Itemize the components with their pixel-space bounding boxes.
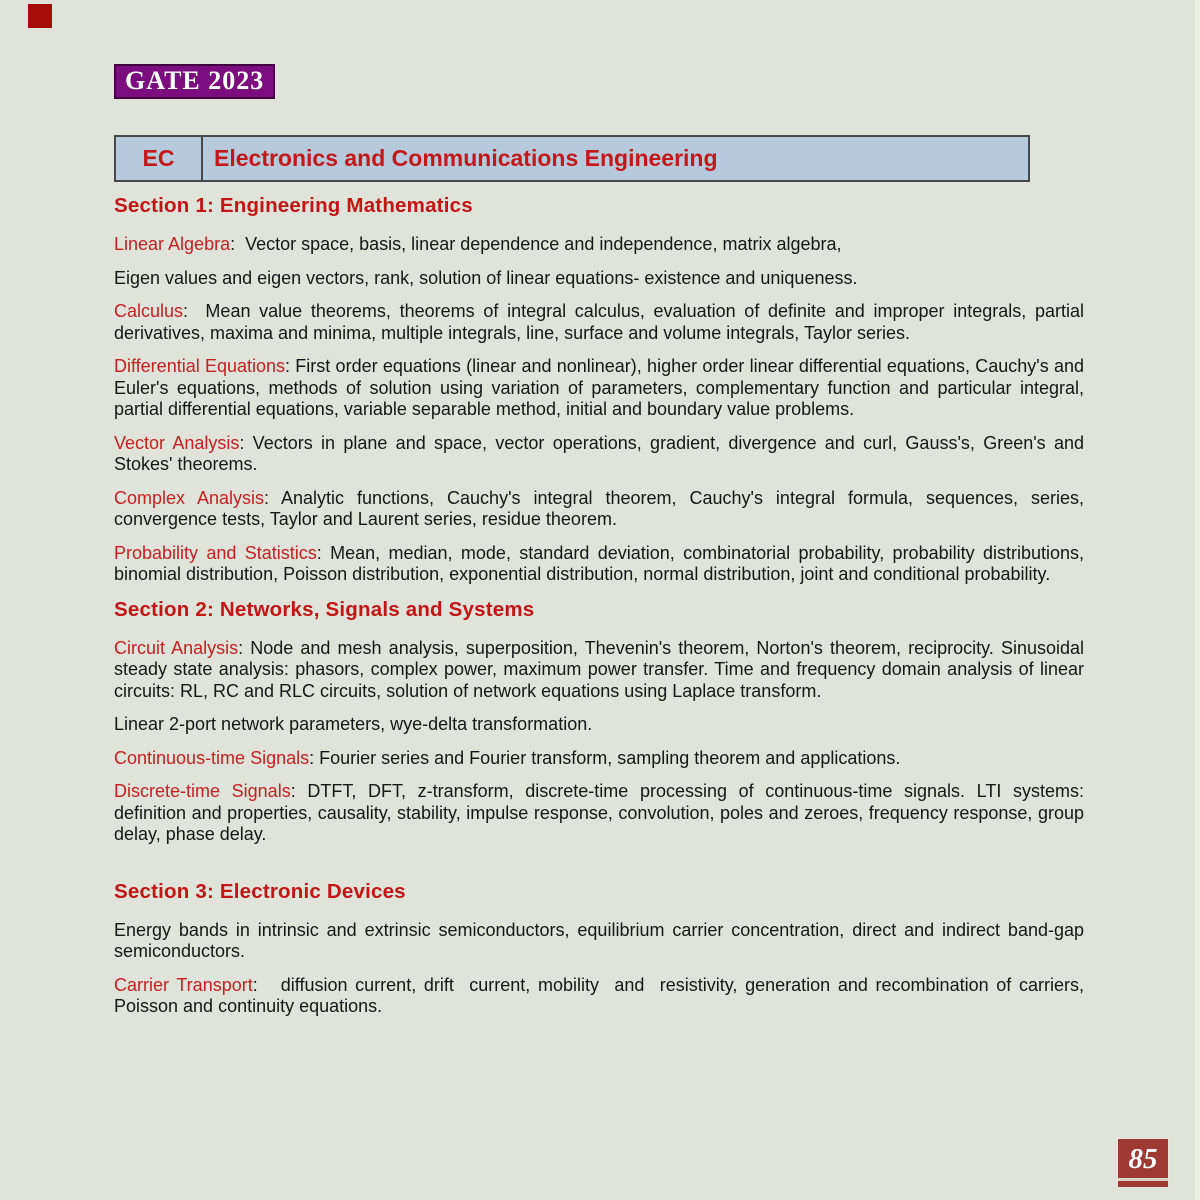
page-number-box <box>1117 1138 1169 1188</box>
syllabus-paragraph: Linear Algebra: Vector space, basis, linear dependence and independence, matrix algebra, <box>114 234 842 254</box>
syllabus-paragraph: Circuit Analysis: Node and mesh analysis, superposition, Thevenin's theorem, Norton's theorem, reciprocity. Sinusoidal steady state analysis: phasors, complex power, maximum power transfer. Time and frequency domain analysis of linear circuits: RL, RC and RLC circuits, solution of network equations using Laplace transform. <box>114 637 1084 701</box>
topic-lead: Probability and Statistics <box>114 542 317 563</box>
topic-lead: Carrier Transport <box>114 974 253 995</box>
page-number-stripe <box>1118 1178 1168 1181</box>
syllabus-paragraph: Complex Analysis: Analytic functions, Cauchy's integral theorem, Cauchy's integral formula, sequences, series, convergence tests, Taylor and Laurent series, residue theorem. <box>114 487 1084 529</box>
paper-header-row <box>115 136 1029 181</box>
sections-container <box>114 194 1084 1018</box>
gate-2023-badge: GATE 2023 <box>114 64 275 99</box>
topic-lead: Linear Algebra <box>114 234 231 254</box>
syllabus-paragraph: Calculus: Mean value theorems, theorems of integral calculus, evaluation of definite and improper integrals, partial derivatives, maxima and minima, multiple integrals, line, surface and volume integrals, Taylor series. <box>114 301 1084 343</box>
syllabus-paragraph: Energy bands in intrinsic and extrinsic semiconductors, equilibrium carrier concentration, direct and indirect band-gap semiconductors. <box>114 919 1084 961</box>
section-heading: Section 1: Engineering Mathematics <box>114 194 473 217</box>
syllabus-paragraph: Linear 2-port network parameters, wye-delta transformation. <box>114 714 593 734</box>
topic-lead: Calculus <box>114 301 184 321</box>
paper-code: EC <box>115 136 202 181</box>
topic-lead: Discrete-time Signals <box>114 781 291 801</box>
syllabus-paragraph: Vector Analysis: Vectors in plane and space, vector operations, gradient, divergence and curl, Gauss's, Green's and Stokes' theorems. <box>114 432 1084 474</box>
syllabus-paragraph: Differential Equations: First order equations (linear and nonlinear), higher order linear differential equations, Cauchy's and Euler's equations, methods of solution using variation of parameters, complementary function and particular integral, partial differential equations, variable separable method, initial and boundary value problems. <box>114 356 1085 419</box>
topic-lead: Continuous-time Signals <box>114 747 310 768</box>
syllabus-paragraph: Eigen values and eigen vectors, rank, solution of linear equations- existence and uniqueness. <box>114 267 858 288</box>
section-heading: Section 2: Networks, Signals and Systems <box>114 597 535 621</box>
paper-title: Electronics and Communications Engineering <box>202 136 1029 181</box>
section-heading: Section 3: Electronic Devices <box>114 879 406 903</box>
page-number: 85 <box>1128 1143 1158 1175</box>
topic-lead: Vector Analysis <box>114 432 240 453</box>
topic-lead: Circuit Analysis <box>114 637 239 658</box>
syllabus-paragraph: Discrete-time Signals: DTFT, DFT, z-transform, discrete-time processing of continuous-time signals. LTI systems: definition and properties, causality, stability, impulse response, convolution, poles and zeroes, frequency response, group delay, phase delay. <box>114 781 1084 844</box>
corner-marker <box>28 4 52 28</box>
page-edge-strip <box>1195 0 1200 1200</box>
syllabus-paragraph: Probability and Statistics: Mean, median, mode, standard deviation, combinatorial probability, probability distributions, binomial distribution, Poisson distribution, exponential distribution, normal distribution, joint and conditional probability. <box>114 542 1085 584</box>
topic-lead: Complex Analysis <box>114 487 265 508</box>
syllabus-page <box>114 64 1084 1030</box>
syllabus-paragraph: Carrier Transport: diffusion current, drift current, mobility and resistivity, generation and recombination of carriers, Poisson and continuity equations. <box>114 974 1084 1016</box>
paper-header-table <box>114 135 1030 182</box>
syllabus-paragraph: Continuous-time Signals: Fourier series and Fourier transform, sampling theorem and applications. <box>114 747 901 768</box>
topic-lead: Differential Equations <box>114 356 286 376</box>
